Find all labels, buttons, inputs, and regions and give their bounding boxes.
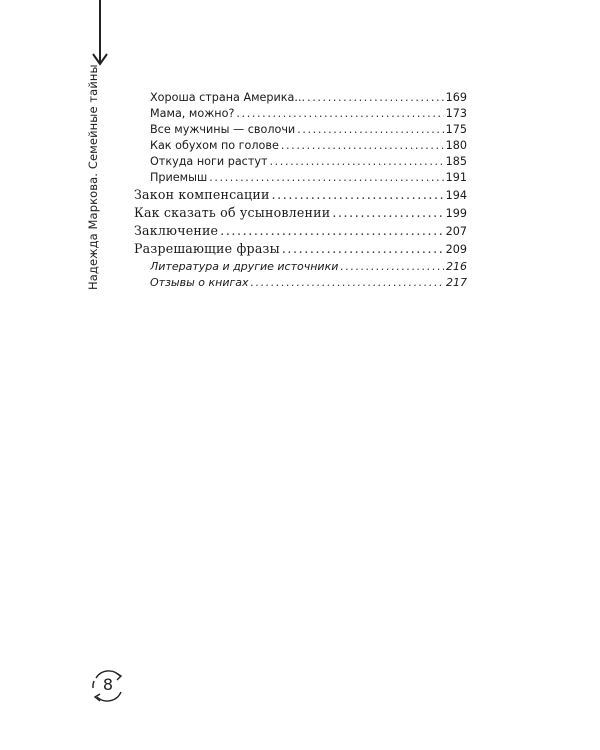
toc-chapter-title: Заключение [134,223,219,238]
toc-appendix-entry [150,276,467,289]
toc-entry [150,107,467,120]
toc-entry-page: 175 [445,123,467,136]
toc-entry-title: Все мужчины — сволочи [150,123,296,136]
toc-chapter-title: Разрешающие фразы [134,241,280,256]
toc-appendix-title: Литература и другие источники [150,260,339,273]
toc-appendix-entry [150,260,467,273]
toc-entry [150,91,467,104]
toc-leader [272,187,444,202]
toc-entry [150,155,467,168]
toc-entry [150,123,467,136]
toc-chapter-page: 194 [445,189,467,202]
toc-entry-page: 185 [445,155,467,168]
toc-entry-page: 169 [445,91,467,104]
toc-entry [150,171,467,184]
toc-leader [209,171,443,184]
toc-chapter [134,205,467,220]
toc-entry [150,139,467,152]
toc-leader [281,139,444,152]
toc-leader [340,260,444,273]
toc-entry-title: Приемыш [150,171,208,184]
toc-chapter [134,223,467,238]
toc-leader [251,276,444,289]
running-header: Надежда Маркова. Семейные тайны [86,64,100,290]
toc-entry-title: Откуда ноги растут [150,155,268,168]
toc-leader [282,241,444,256]
toc-appendix-page: 217 [446,276,467,289]
toc-appendix-title: Отзывы о книгах [150,276,249,289]
toc-leader [236,107,443,120]
toc-entry-title: Как обухом по голове [150,139,279,152]
toc-chapter-title: Как сказать об усыновлении [134,205,331,220]
toc-leader [220,223,443,238]
table-of-contents [0,0,600,300]
toc-leader [297,123,443,136]
toc-appendix-page: 216 [446,260,467,273]
toc-chapter-page: 199 [445,207,467,220]
toc-chapter-title: Закон компенсации [134,187,270,202]
toc-entry-page: 191 [445,171,467,184]
toc-chapter [134,187,467,202]
page-number-badge [90,668,126,704]
toc-entry-page: 173 [445,107,467,120]
toc-entry-title: Мама, можно? [150,107,235,120]
toc-chapter-page: 207 [445,225,467,238]
page-number: 8 [102,675,114,694]
toc-leader [307,91,444,104]
toc-chapter-page: 209 [445,243,467,256]
toc-entry-title: Хороша страна Америка... [150,91,306,104]
toc-leader [269,155,443,168]
toc-chapter [134,241,467,256]
toc-entry-page: 180 [445,139,467,152]
toc-leader [332,205,443,220]
